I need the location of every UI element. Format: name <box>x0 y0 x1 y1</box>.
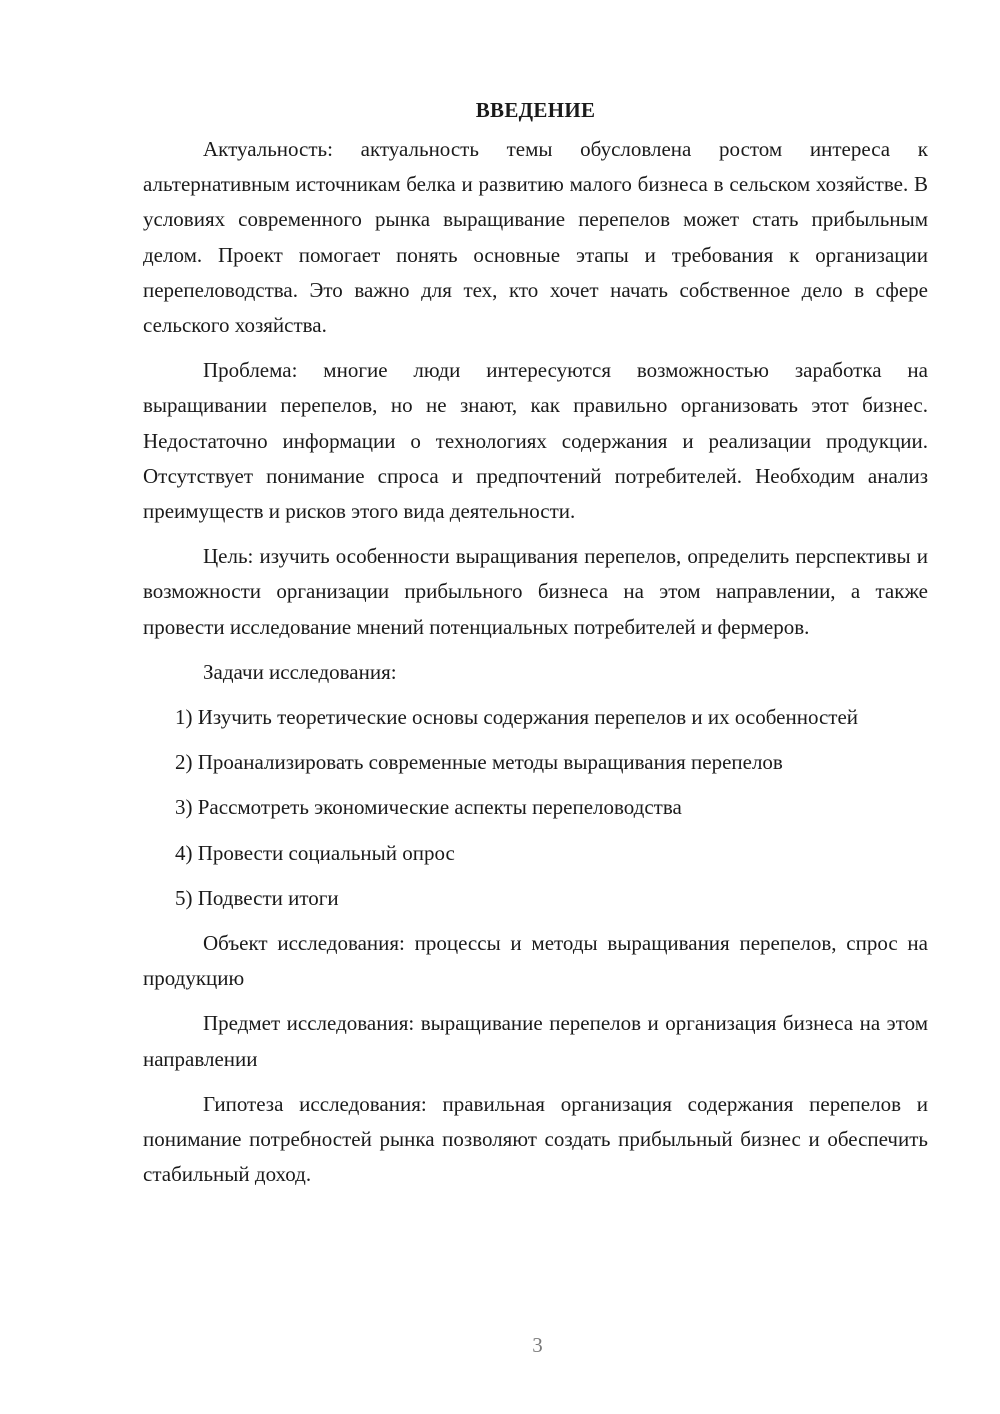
tasks-title: Задачи исследования: <box>203 659 397 684</box>
subject-paragraph: Предмет исследования: выращивание перепелов и организация бизнеса на этом направлении <box>143 1011 928 1071</box>
problem-paragraph: Проблема: многие люди интересуются возможностью заработка на выращивании перепелов, но не знают, как правильно организовать этот бизнес. Недостаточно информации о технологиях содержания и реализации продукции. Отсутствует понимание спроса и предпочтений потребителей. Необходим анализ преимуществ и рисков этого вида деятельности. <box>143 358 928 524</box>
task-item-2: 2) Проанализировать современные методы выращивания перепелов <box>175 750 783 775</box>
task-item-4: 4) Провести социальный опрос <box>175 840 455 865</box>
relevance-paragraph: Актуальность: актуальность темы обусловлена ростом интереса к альтернативным источникам белка и развитию малого бизнеса в сельском хозяйстве. В условиях современного рынка выращивание перепелов может стать прибыльным делом. Проект помогает понять основные этапы и требования к организации перепеловодства. Это важно для тех, кто хочет начать собственное дело в сфере сельского хозяйства. <box>143 137 928 338</box>
hypothesis-paragraph: Гипотеза исследования: правильная организация содержания перепелов и понимание потребностей рынка позволяют создать прибыльный бизнес и обеспечить стабильный доход. <box>143 1091 928 1187</box>
page-content <box>143 93 928 1202</box>
task-item-1: 1) Изучить теоретические основы содержания перепелов и их особенностей <box>175 705 859 730</box>
page-number: 3 <box>532 1333 543 1357</box>
section-heading: ВВЕДЕНИЕ <box>475 98 596 122</box>
task-item-3: 3) Рассмотреть экономические аспекты перепеловодства <box>175 795 682 820</box>
goal-paragraph: Цель: изучить особенности выращивания перепелов, определить перспективы и возможности организации прибыльного бизнеса на этом направлении, а также провести исследование мнений потенциальных потребителей и фермеров. <box>143 544 928 639</box>
task-item-5: 5) Подвести итоги <box>175 885 339 910</box>
object-paragraph: Объект исследования: процессы и методы выращивания перепелов, спрос на продукцию <box>143 931 928 991</box>
